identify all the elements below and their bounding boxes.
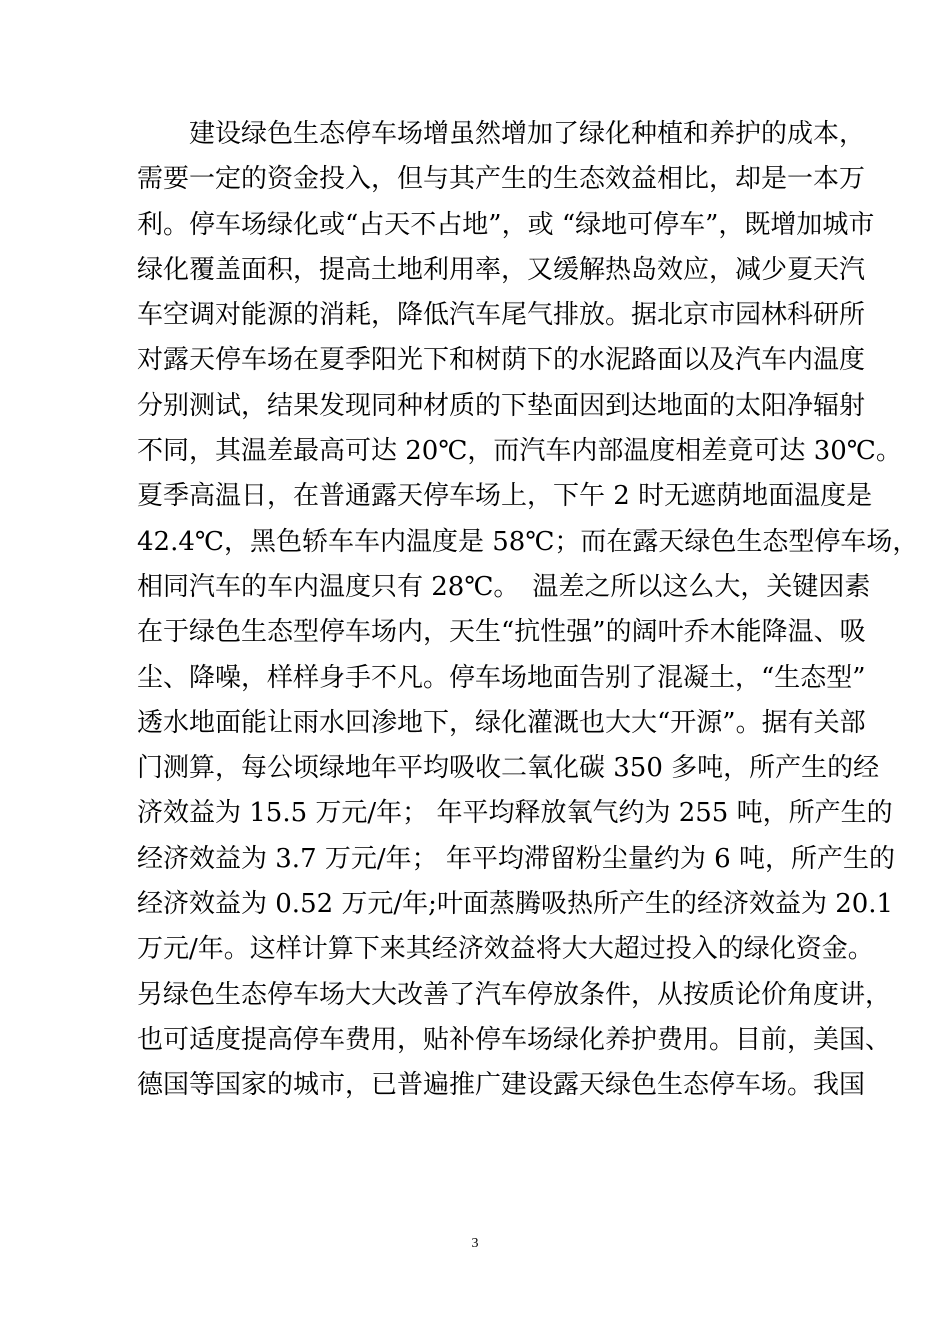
text-line: 经济效益为 3.7 万元/年； 年平均滞留粉尘量约为 6 吨，所产生的 bbox=[137, 843, 895, 874]
text-line: 透水地面能让雨水回渗地下，绿化灌溉也大大“开源”。据有关部 bbox=[137, 707, 866, 738]
text-line: 另绿色生态停车场大大改善了汽车停放条件，从按质论价角度讲， bbox=[137, 979, 892, 1010]
text-line: 也可适度提高停车费用，贴补停车场绿化养护费用。目前，美国、 bbox=[137, 1024, 892, 1055]
text-line: 相同汽车的车内温度只有 28℃。 温差之所以这么大，关键因素 bbox=[137, 571, 871, 602]
text-line: 尘、降噪，样样身手不凡。停车场地面告别了混凝土，“生态型” bbox=[137, 662, 866, 693]
page-number: 3 bbox=[471, 1236, 479, 1251]
text-line: 在于绿色生态型停车场内，天生“抗性强”的阔叶乔木能降温、吸 bbox=[137, 617, 866, 648]
text-line: 济效益为 15.5 万元/年； 年平均释放氧气约为 255 吨，所产生的 bbox=[137, 798, 893, 829]
text-line: 不同，其温差最高可达 20℃，而汽车内部温度相差竟可达 30℃。 bbox=[137, 436, 902, 467]
text-line: 德国等国家的城市，已普遍推广建设露天绿色生态停车场。我国 bbox=[137, 1070, 866, 1101]
text-line: 车空调对能源的消耗，降低汽车尾气排放。据北京市园林科研所 bbox=[137, 300, 866, 331]
text-line: 42.4℃，黑色轿车车内温度是 58℃；而在露天绿色生态型停车场， bbox=[137, 526, 919, 557]
text-line: 对露天停车场在夏季阳光下和树荫下的水泥路面以及汽车内温度 bbox=[137, 345, 866, 376]
text-line: 门测算，每公顷绿地年平均吸收二氧化碳 350 多吨，所产生的经 bbox=[137, 753, 880, 784]
text-line: 夏季高温日，在普通露天停车场上，下午 2 时无遮荫地面温度是 bbox=[137, 481, 873, 512]
text-line: 分别测试，结果发现同种材质的下垫面因到达地面的太阳净辐射 bbox=[137, 390, 866, 421]
text-line: 需要一定的资金投入，但与其产生的生态效益相比，却是一本万 bbox=[137, 164, 866, 195]
text-line: 建设绿色生态停车场增虽然增加了绿化种植和养护的成本， bbox=[189, 119, 866, 149]
text-line: 经济效益为 0.52 万元/年;叶面蒸腾吸热所产生的经济效益为 20.1 bbox=[137, 889, 894, 920]
text-line: 利。停车场绿化或“占天不占地”，或 “绿地可停车”，既增加城市 bbox=[137, 209, 875, 240]
text-line: 绿化覆盖面积，提高土地利用率，又缓解热岛效应，减少夏天汽 bbox=[137, 254, 866, 285]
body-paragraph bbox=[137, 112, 919, 1109]
text-line: 万元/年。这样计算下来其经济效益将大大超过投入的绿化资金。 bbox=[137, 934, 874, 965]
